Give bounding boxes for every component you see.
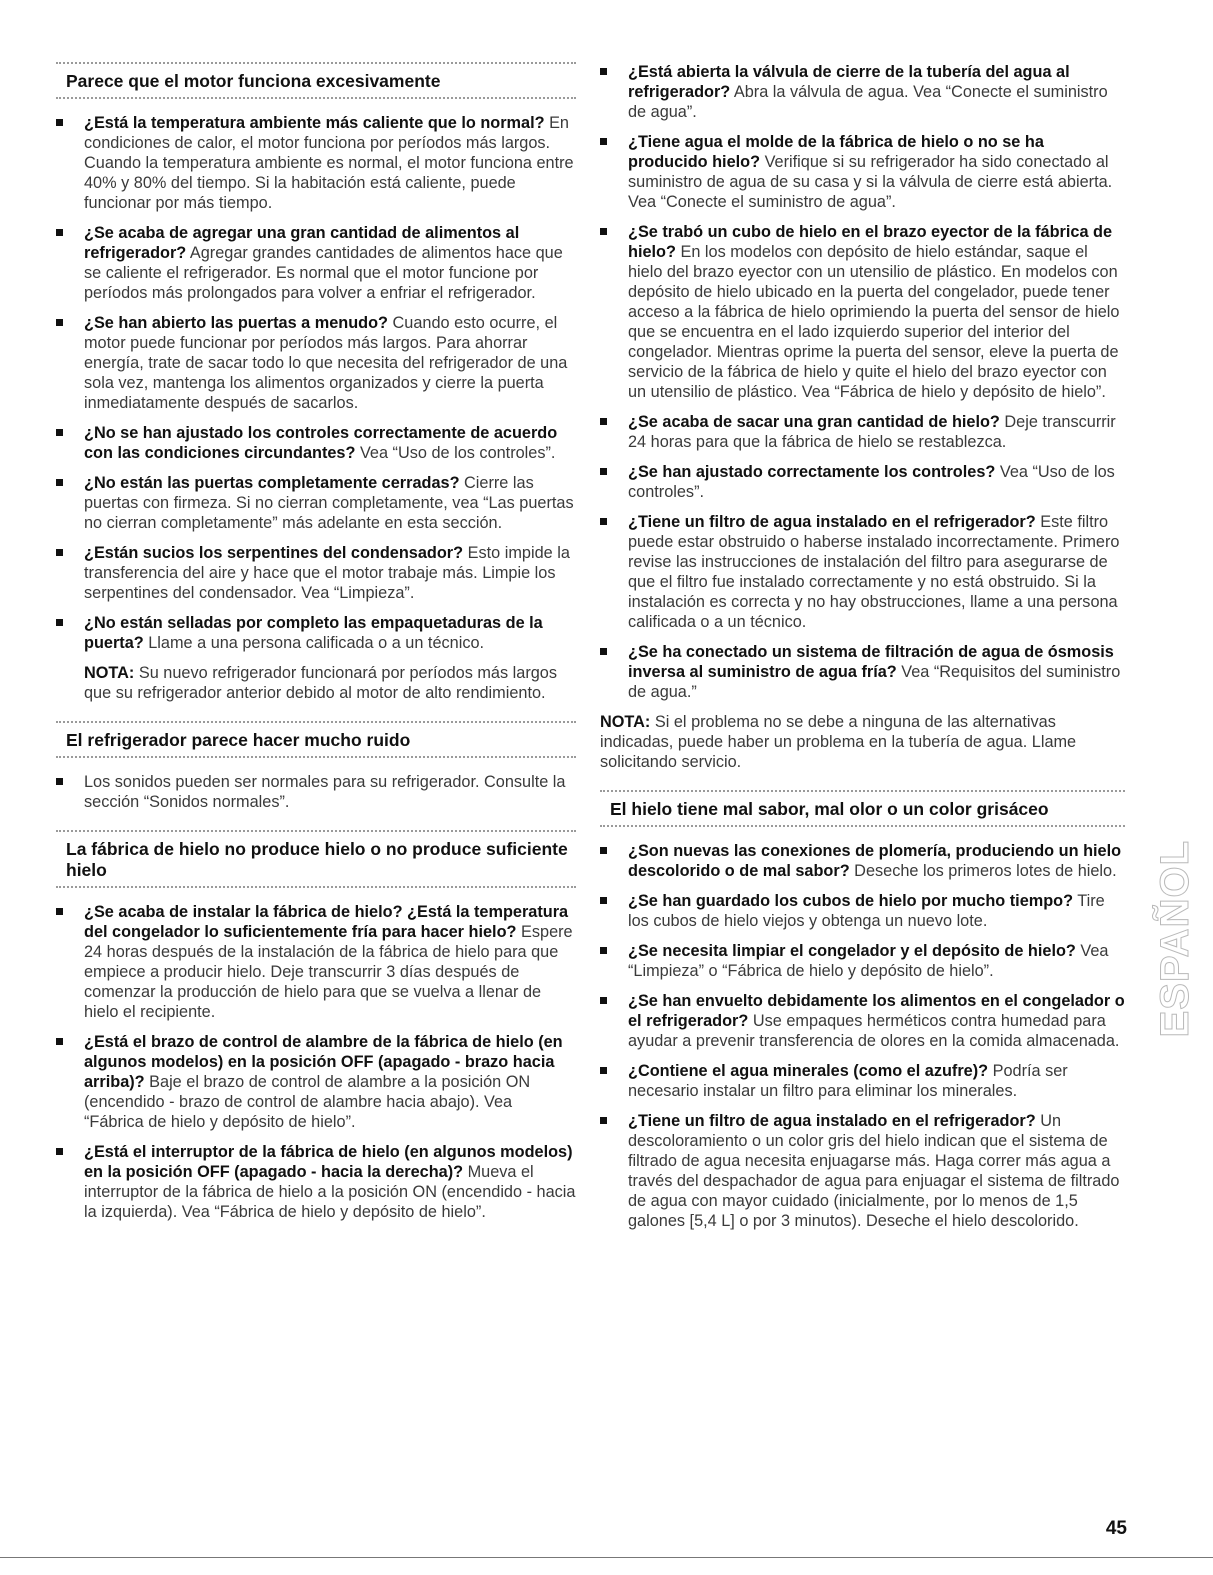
question-text: ¿No están las puertas completamente cerradas? — [84, 474, 460, 492]
answer-text: Tire los cubos de hielo viejos y obtenga un nuevo lote. — [628, 892, 1105, 930]
list-item — [56, 473, 576, 533]
question-text: ¿Son nuevas las conexiones de plomería, produciendo un hielo descolorido o de mal sabor? — [628, 842, 1122, 880]
question-text: ¿Está abierta la válvula de cierre de la tubería del agua al refrigerador? — [628, 63, 1070, 101]
note-text: Su nuevo refrigerador funcionará por períodos más largos que su refrigerador anterior debido al motor de alto rendimiento. — [84, 664, 557, 702]
list-item — [56, 613, 576, 653]
bullet-square-icon — [600, 468, 607, 475]
question-text: ¿Está el brazo de control de alambre de la fábrica de hielo (en algunos modelos) en la posición OFF (apagado - brazo hacia arriba)? — [84, 1033, 563, 1091]
bullet-square-icon — [600, 997, 607, 1004]
bullet-square-icon — [600, 1117, 607, 1124]
answer-text: Vea “Requisitos del suministro de agua.” — [628, 663, 1121, 701]
side-tab-label: ESPAÑOL — [1152, 840, 1197, 1038]
answer-text: Abra la válvula de agua. Vea “Conecte el suministro de agua”. — [628, 83, 1108, 121]
question-text: ¿Están sucios los serpentines del condensador? — [84, 544, 464, 562]
bullet-square-icon — [600, 138, 607, 145]
bullet-square-icon — [56, 319, 63, 326]
list-item — [56, 113, 576, 213]
section-heading — [56, 721, 576, 758]
bullet-square-icon — [56, 119, 63, 126]
question-text: ¿Se necesita limpiar el congelador y el depósito de hielo? — [628, 942, 1076, 960]
section-heading — [600, 790, 1125, 827]
note-text: Si el problema no se debe a ninguna de las alternativas indicadas, puede haber un problema en la tubería de agua. Llame solicitando servicio. — [600, 713, 1077, 771]
language-side-tab — [1150, 808, 1200, 1070]
bullet-square-icon — [600, 648, 607, 655]
question-text: ¿Se han envuelto debidamente los alimentos en el congelador o el refrigerador? — [628, 992, 1125, 1030]
list-item — [600, 62, 1125, 122]
answer-text: Baje el brazo de control de alambre a la posición ON (encendido - brazo de control de alambre hacia abajo). Vea “Fábrica de hielo y depósito de hielo”. — [84, 1073, 531, 1131]
list-item — [600, 941, 1125, 981]
bullet-square-icon — [56, 908, 63, 915]
list-item — [56, 313, 576, 413]
answer-text: Los sonidos pueden ser normales para su refrigerador. Consulte la sección “Sonidos normales”. — [84, 773, 566, 811]
list-item — [56, 1142, 576, 1222]
section-heading — [56, 830, 576, 888]
answer-text: Espere 24 horas después de la instalación de la fábrica de hielo para que empiece a producir hielo. Deje transcurrir 3 días después de comenzar la producción de hielo para que se vuelva a llenar de hielo el recipiente. — [84, 923, 573, 1021]
question-text: ¿Se han guardado los cubos de hielo por mucho tiempo? — [628, 892, 1074, 910]
bullet-square-icon — [56, 479, 63, 486]
bullet-square-icon — [56, 1148, 63, 1155]
bullet-square-icon — [600, 518, 607, 525]
list-item — [56, 543, 576, 603]
bullet-square-icon — [56, 549, 63, 556]
bullet-square-icon — [600, 1067, 607, 1074]
answer-text: Cuando esto ocurre, el motor puede funcionar por períodos más largos. Para ahorrar energía, trate de sacar todo lo que necesita del refrigerador de una sola vez, mantenga los alimentos organizados y cierre la puerta inmediatamente después de sacarlos. — [84, 314, 568, 412]
answer-text: Este filtro puede estar obstruido o haberse instalado incorrectamente. Primero revise las instrucciones de instalación del filtro para asegurarse de que el filtro fue instalado correctamente y no está obstruido. Si la instalación es correcta y no hay obstrucciones, llame a una persona calificada o a un técnico. — [628, 513, 1120, 631]
list-item — [56, 772, 576, 812]
section-title: El refrigerador parece hacer mucho ruido — [66, 730, 411, 750]
bullet-square-icon — [600, 897, 607, 904]
answer-text: Un descoloramiento o un color gris del hielo indican que el sistema de filtrado de agua necesita enjuagarse más. Haga correr más agua a través del despachador de agua para enjuagar el sistema de filtrado de agua con mayor cuidado (inicialmente, por lo menos de 1,5 galones [5,4 L] o por 3 minutos). Deseche el hielo descolorido. — [628, 1112, 1120, 1230]
note — [600, 712, 1125, 772]
question-text: ¿Se ha conectado un sistema de filtración de agua de ósmosis inversa al suministro de agua fría? — [628, 643, 1114, 681]
list-item — [600, 1111, 1125, 1231]
section-title: Parece que el motor funciona excesivamente — [66, 71, 441, 91]
list-item — [600, 841, 1125, 881]
section-title: El hielo tiene mal sabor, mal olor o un color grisáceo — [610, 799, 1049, 819]
bullet-square-icon — [600, 947, 607, 954]
list-item — [56, 1032, 576, 1132]
question-text: ¿Está el interruptor de la fábrica de hielo (en algunos modelos) en la posición OFF (apagado - hacia la derecha)? — [84, 1143, 573, 1181]
answer-text: Agregar grandes cantidades de alimentos hace que se caliente el refrigerador. Es normal que el motor funcione por períodos más prolongados para volver a enfriar el refrigerador. — [84, 244, 563, 302]
bullet-square-icon — [56, 619, 63, 626]
answer-text: Llame a una persona calificada o a un técnico. — [143, 634, 485, 652]
answer-text: Vea “Uso de los controles”. — [628, 463, 1115, 501]
bullet-square-icon — [600, 847, 607, 854]
list-item — [600, 132, 1125, 212]
bullet-square-icon — [600, 228, 607, 235]
answer-text: Esto impide la transferencia del aire y hace que el motor trabaje más. Limpie los serpentines del condensador. Vea “Limpieza”. — [84, 544, 570, 602]
question-text: ¿No se han ajustado los controles correctamente de acuerdo con las condiciones circundantes? — [84, 424, 558, 462]
section-heading — [56, 62, 576, 99]
answer-text: Deje transcurrir 24 horas para que la fábrica de hielo se restablezca. — [628, 413, 1116, 451]
question-text: ¿Se han ajustado correctamente los controles? — [628, 463, 996, 481]
answer-text: Vea “Limpieza” o “Fábrica de hielo y depósito de hielo”. — [628, 942, 1109, 980]
answer-text: Mueva el interruptor de la fábrica de hielo a la posición ON (encendido - hacia la izquierda). Vea “Fábrica de hielo y depósito de hielo”. — [84, 1163, 576, 1221]
note-label: NOTA: — [600, 713, 651, 731]
list-item — [56, 223, 576, 303]
question-text: ¿Tiene un filtro de agua instalado en el refrigerador? — [628, 1112, 1036, 1130]
list-item — [600, 1061, 1125, 1101]
bottom-rule — [0, 1557, 1213, 1558]
answer-text: Cierre las puertas con firmeza. Si no cierran completamente, vea “Las puertas no cierran completamente” más adelante en esta sección. — [84, 474, 574, 532]
list-item — [56, 423, 576, 463]
bullet-square-icon — [56, 1038, 63, 1045]
bullet-square-icon — [600, 68, 607, 75]
list-item — [600, 512, 1125, 632]
question-text: ¿Está la temperatura ambiente más caliente que lo normal? — [84, 114, 545, 132]
list-item — [600, 462, 1125, 502]
right-column — [600, 62, 1125, 1241]
bullet-square-icon — [600, 418, 607, 425]
answer-text: Use empaques herméticos contra humedad para ayudar a prevenir transferencia de olores en la comida almacenada. — [628, 1012, 1120, 1050]
list-item — [600, 891, 1125, 931]
bullet-square-icon — [56, 229, 63, 236]
list-item — [600, 412, 1125, 452]
list-item — [600, 991, 1125, 1051]
question-text: ¿Tiene un filtro de agua instalado en el refrigerador? — [628, 513, 1036, 531]
note-label: NOTA: — [84, 664, 135, 682]
answer-text: Podría ser necesario instalar un filtro para eliminar los minerales. — [628, 1062, 1068, 1100]
answer-text: Vea “Uso de los controles”. — [355, 444, 556, 462]
section-title: La fábrica de hielo no produce hielo o no produce suficiente hielo — [66, 839, 568, 880]
answer-text: En condiciones de calor, el motor funciona por períodos más largos. Cuando la temperatura ambiente es normal, el motor funciona entre 40% y 80% del tiempo. Si la habitación está caliente, puede funcionar por más tiempo. — [84, 114, 574, 212]
question-text: ¿Tiene agua el molde de la fábrica de hielo o no se ha producido hielo? — [628, 133, 1044, 171]
question-text: ¿Se acaba de instalar la fábrica de hielo? ¿Está la temperatura del congelador lo suficientemente fría para hacer hielo? — [84, 903, 569, 941]
answer-text: Deseche los primeros lotes de hielo. — [849, 862, 1117, 880]
bullet-square-icon — [56, 429, 63, 436]
list-item — [600, 222, 1125, 402]
question-text: ¿Se acaba de sacar una gran cantidad de hielo? — [628, 413, 1000, 431]
list-item — [600, 642, 1125, 702]
question-text: ¿Se han abierto las puertas a menudo? — [84, 314, 388, 332]
answer-text: Verifique si su refrigerador ha sido conectado al suministro de agua de su casa y si la válvula de cierre está abierta. Vea “Conecte el suministro de agua”. — [628, 153, 1113, 211]
bullet-square-icon — [56, 778, 63, 785]
question-text: ¿Se acaba de agregar una gran cantidad de alimentos al refrigerador? — [84, 224, 520, 262]
page-number: 45 — [1105, 1518, 1127, 1539]
question-text: ¿No están selladas por completo las empaquetaduras de la puerta? — [84, 614, 543, 652]
question-text: ¿Contiene el agua minerales (como el azufre)? — [628, 1062, 989, 1080]
list-item — [56, 902, 576, 1022]
note — [84, 663, 576, 703]
left-column — [56, 62, 576, 1232]
answer-text: En los modelos con depósito de hielo estándar, saque el hielo del brazo eyector con un utensilio de plástico. En modelos con depósito de hielo ubicado en la puerta del congelador, puede tener acceso a la fábrica de hielo oprimiendo la puerta del sensor de hielo que se encuentra en el lado izquierdo superior del interior del congelador. Mientras oprime la puerta del sensor, eleve la puerta de servicio de la fábrica de hielo y quite el hielo del brazo eyector con un utensilio de plástico. Vea “Fábrica de hielo y depósito de hielo”. — [628, 243, 1120, 401]
question-text: ¿Se trabó un cubo de hielo en el brazo eyector de la fábrica de hielo? — [628, 223, 1113, 261]
